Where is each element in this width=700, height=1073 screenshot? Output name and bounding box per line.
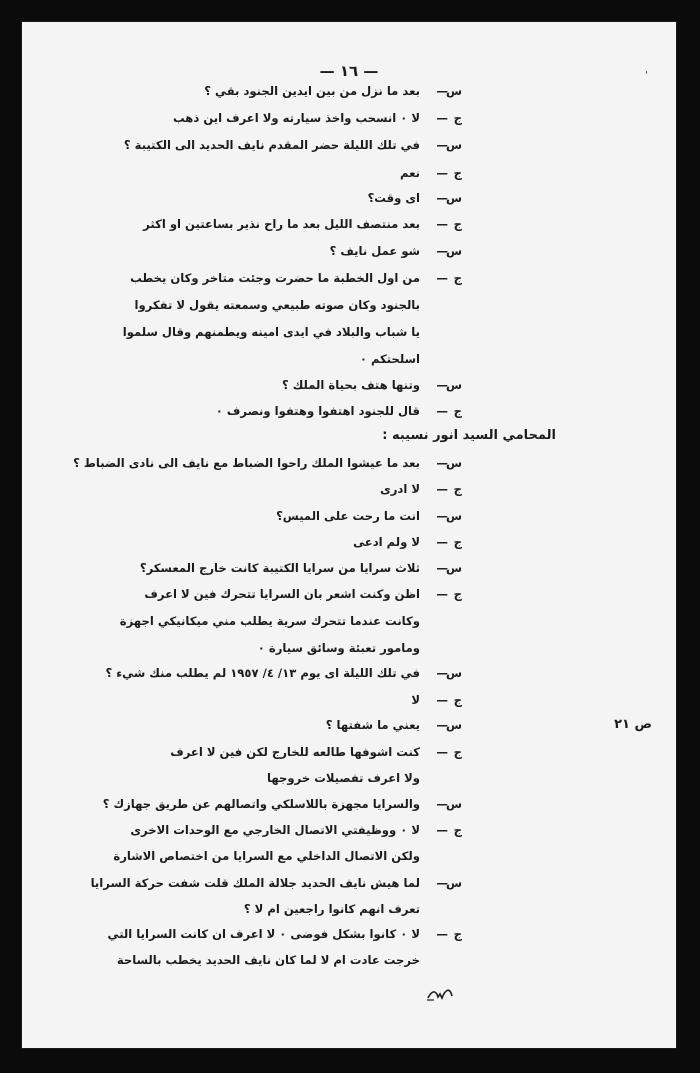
transcript-text: لا ادرى	[380, 482, 420, 496]
transcript-line: س — انت ما رحت على الميس؟	[62, 505, 462, 527]
page-number: — ١٦ —	[319, 62, 379, 80]
speaker-marker: س	[446, 138, 462, 152]
transcript-text: وكانت عندما تتحرك سرية يطلب مني ميكانيكي اجهزة	[119, 614, 420, 628]
speaker-marker: س	[446, 244, 462, 258]
speaker-marker: س	[446, 876, 462, 890]
transcript-text: بالجنود وكان صوته طبيعي وسمعته يقول لا تفكروا	[134, 298, 420, 312]
transcript-line: س — وتنها هتف بحياة الملك ؟	[62, 374, 462, 396]
transcript-line: ج — بعد منتصف الليل بعد ما راح نذير بساعتين او اكثر	[62, 213, 462, 235]
corner-mark: '	[645, 70, 648, 81]
transcript-text: من اول الخطبة ما حضرت وجئت متاخر وكان يخطب	[130, 271, 420, 285]
transcript-line: ج — قال للجنود اهتفوا وهتفوا ونصرف ٠	[62, 400, 462, 422]
transcript-line: ج — لا	[62, 689, 462, 711]
speaker-marker: س	[446, 561, 462, 575]
speaker-marker: س	[446, 191, 462, 205]
transcript-text: خرجت عادت ام لا لما كان نايف الحديد يخطب بالساحة	[116, 953, 420, 967]
transcript-line	[62, 845, 462, 867]
transcript-line: ج — من اول الخطبة ما حضرت وجئت متاخر وكان يخطب	[62, 267, 462, 289]
speaker-marker: ج	[453, 745, 462, 759]
transcript-text: لا ٠ انسحب واخذ سيارته ولا اعرف اين ذهب	[173, 111, 420, 125]
speaker-marker: ج	[453, 823, 462, 837]
speaker-marker: ج	[453, 587, 462, 601]
speaker-marker: س	[446, 718, 462, 732]
transcript-text: لا ٠ كانوا بشكل فوضى ٠ لا اعرف ان كانت السرايا التي	[107, 927, 420, 941]
transcript-line: ج — لا ادرى	[62, 478, 462, 500]
transcript-line	[62, 294, 462, 316]
transcript-line	[62, 426, 462, 448]
transcript-line	[62, 949, 462, 971]
transcript-line: س — اى وقت؟	[62, 187, 462, 209]
transcript-line: ج — لا ٠ كانوا بشكل فوضى ٠ لا اعرف ان كانت السرايا التي	[62, 923, 462, 945]
transcript-text: يا شباب والبلاد في ايدى امينه ويطمنهم وقال سلموا	[122, 325, 420, 339]
speaker-marker: ج	[453, 404, 462, 418]
transcript-text: ولا اعرف تفصيلات خروجها	[267, 771, 420, 785]
transcript-text: والسرايا مجهزة باللاسلكي واتصالهم عن طريق جهازك ؟	[102, 797, 420, 811]
transcript-line	[62, 767, 462, 789]
signature-mark	[426, 984, 456, 1006]
speaker-marker: س	[446, 456, 462, 470]
transcript-line: س — والسرايا مجهزة باللاسلكي واتصالهم عن طريق جهازك ؟	[62, 793, 462, 815]
transcript-text: لا	[411, 693, 420, 707]
transcript-line: ج — اظن وكنت اشعر بان السرايا تتحرك فين لا اعرف	[62, 583, 462, 605]
transcript-text: انت ما رحت على الميس؟	[276, 509, 420, 523]
transcript-line: ج — كنت اشوفها طالعه للخارج لكن فين لا اعرف	[62, 741, 462, 763]
transcript-text: نعم	[400, 166, 420, 180]
speaker-marker: س	[446, 509, 462, 523]
transcript-line	[62, 610, 462, 632]
transcript-text: في تلك الليلة اى يوم ١٣/ ٤/ ١٩٥٧ لم يطلب منك شيء ؟	[105, 666, 420, 680]
transcript-text: لا ولم ادعى	[353, 535, 420, 549]
transcript-line: س — في تلك الليلة حضر المقدم نايف الحديد الى الكتيبة ؟	[62, 134, 462, 156]
transcript-line	[62, 898, 462, 920]
transcript-line	[62, 321, 462, 343]
transcript-line	[62, 348, 462, 370]
speaker-marker: ج	[453, 111, 462, 125]
transcript-text: قال للجنود اهتفوا وهتفوا ونصرف ٠	[215, 404, 420, 418]
transcript-text: يعني ما شفتها ؟	[325, 718, 420, 732]
transcript-line: س — في تلك الليلة اى يوم ١٣/ ٤/ ١٩٥٧ لم يطلب منك شيء ؟	[62, 662, 462, 684]
transcript-text: وتنها هتف بحياة الملك ؟	[281, 378, 420, 392]
speaker-marker: س	[446, 378, 462, 392]
transcript-line: ج — لا ٠ ووظيفتي الاتصال الخارجي مع الوحدات الاخرى	[62, 819, 462, 841]
transcript-text: اى وقت؟	[367, 191, 420, 205]
speaker-marker: ج	[453, 693, 462, 707]
speaker-marker: ج	[453, 217, 462, 231]
transcript-text: ولكن الاتصال الداخلي مع السرايا من اختصاص الاشارة	[113, 849, 420, 863]
transcript-text: اسلحتكم ٠	[359, 352, 420, 366]
transcript-text: ثلاث سرايا من سرايا الكتيبة كانت خارج المعسكر؟	[139, 561, 420, 575]
speaker-marker: ج	[453, 166, 462, 180]
speaker-marker: ج	[453, 482, 462, 496]
transcript-line: ج — لا ولم ادعى	[62, 531, 462, 553]
transcript-text: في تلك الليلة حضر المقدم نايف الحديد الى الكتيبة ؟	[123, 138, 420, 152]
transcript-line: ج — نعم	[62, 162, 462, 184]
speaker-marker: س	[446, 797, 462, 811]
transcript-line: س — شو عمل نايف ؟	[62, 240, 462, 262]
speaker-marker: ج	[453, 535, 462, 549]
speaker-marker: ج	[453, 271, 462, 285]
speaker-marker: ج	[453, 927, 462, 941]
transcript-text: تعرف انهم كانوا راجعين ام لا ؟	[243, 902, 420, 916]
speaker-note: المحامي السيد انور نسيبه :	[382, 428, 556, 443]
transcript-text: بعد ما نزل من بين ايدين الجنود بقي ؟	[204, 84, 420, 98]
transcript-line: س — بعد ما عيشوا الملك راحوا الضباط مع نايف الى نادى الضباط ؟	[62, 452, 462, 474]
page-reference: ص ٢١	[614, 717, 652, 732]
transcript-line	[62, 637, 462, 659]
document-page	[22, 22, 676, 1048]
transcript-text: لما هيش نايف الحديد جلالة الملك قلت شفت حركة السرايا	[90, 876, 420, 890]
transcript-text: ومامور تعبئة وسائق سيارة ٠	[257, 641, 420, 655]
speaker-marker: س	[446, 666, 462, 680]
transcript-text: بعد منتصف الليل بعد ما راح نذير بساعتين او اكثر	[143, 217, 420, 231]
transcript-text: لا ٠ ووظيفتي الاتصال الخارجي مع الوحدات الاخرى	[130, 823, 420, 837]
transcript-line: س — يعني ما شفتها ؟	[62, 714, 462, 736]
transcript-line: ج — لا ٠ انسحب واخذ سيارته ولا اعرف اين ذهب	[62, 107, 462, 129]
transcript-text: اظن وكنت اشعر بان السرايا تتحرك فين لا اعرف	[144, 587, 420, 601]
speaker-marker: س	[446, 84, 462, 98]
transcript-line: س — لما هيش نايف الحديد جلالة الملك قلت شفت حركة السرايا	[62, 872, 462, 894]
transcript-text: شو عمل نايف ؟	[329, 244, 420, 258]
transcript-text: بعد ما عيشوا الملك راحوا الضباط مع نايف الى نادى الضباط ؟	[73, 456, 420, 470]
transcript-text: كنت اشوفها طالعه للخارج لكن فين لا اعرف	[170, 745, 420, 759]
transcript-line: س — ثلاث سرايا من سرايا الكتيبة كانت خارج المعسكر؟	[62, 557, 462, 579]
transcript-line: س — بعد ما نزل من بين ايدين الجنود بقي ؟	[62, 80, 462, 102]
